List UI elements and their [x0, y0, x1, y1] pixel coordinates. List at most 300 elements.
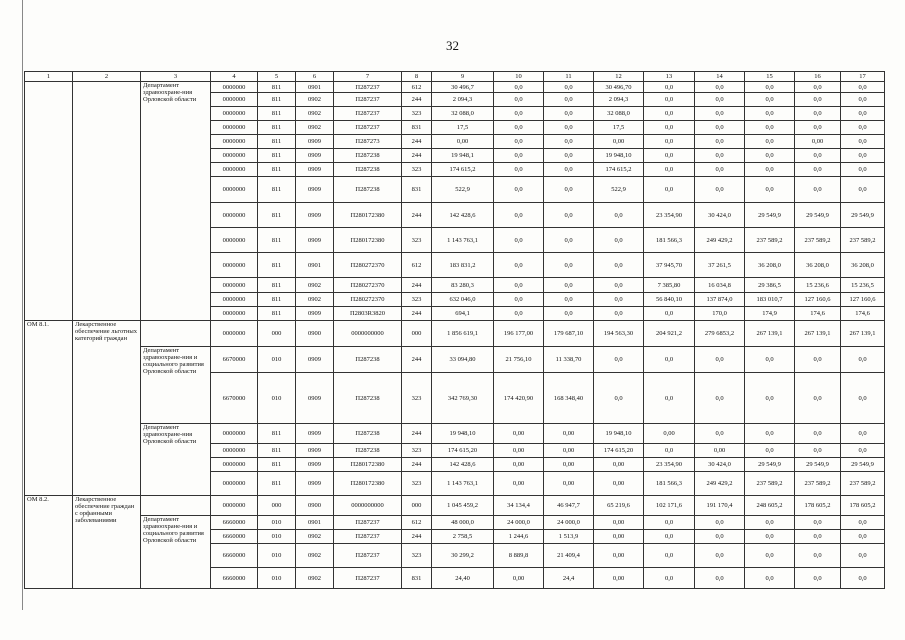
table-cell: 0,0 — [841, 544, 885, 568]
table-cell: 279 6853,2 — [695, 321, 745, 347]
table-cell: П280272370 — [334, 278, 402, 293]
table-cell: 0,0 — [644, 177, 695, 203]
table-cell: 29 386,5 — [745, 278, 795, 293]
table-cell: 0,00 — [494, 472, 544, 496]
table-cell: 0909 — [296, 163, 334, 177]
table-cell: П287237 — [334, 93, 402, 107]
table-cell: 244 — [402, 203, 432, 228]
table-cell: 0,0 — [795, 544, 841, 568]
table-cell: 612 — [402, 253, 432, 278]
measure-code — [25, 82, 73, 321]
table-cell: 0909 — [296, 307, 334, 321]
header-row — [25, 72, 885, 82]
table-cell: 181 566,3 — [644, 472, 695, 496]
table-cell: 0,0 — [841, 163, 885, 177]
table-cell: 0,0 — [695, 516, 745, 530]
table-cell: 0,0 — [795, 424, 841, 444]
table-cell: П287237 — [334, 82, 402, 93]
table-cell: 174 615,20 — [432, 444, 494, 458]
table-cell: 29 549,9 — [795, 458, 841, 472]
table-cell: 6660000 — [211, 516, 258, 530]
table-cell: 811 — [258, 149, 296, 163]
column-header: 15 — [745, 72, 795, 82]
table-cell: 2 094,3 — [594, 93, 644, 107]
table-cell: 0902 — [296, 107, 334, 121]
executor-name: Департамент здравоохране-ния Орловской области — [141, 424, 211, 496]
table-cell: 0,0 — [544, 177, 594, 203]
table-cell: 237 589,2 — [841, 472, 885, 496]
table-cell: 0,0 — [594, 228, 644, 253]
table-cell: 000 — [258, 496, 296, 516]
table-cell: 36 208,0 — [795, 253, 841, 278]
column-header: 9 — [432, 72, 494, 82]
table-cell: 0,0 — [795, 516, 841, 530]
executor-name — [141, 321, 211, 347]
column-header: 17 — [841, 72, 885, 82]
table-cell: 0,0 — [841, 82, 885, 93]
table-cell: 0909 — [296, 424, 334, 444]
table-cell: 0,0 — [594, 347, 644, 373]
table-cell: 204 921,2 — [644, 321, 695, 347]
table-cell: 0,00 — [594, 544, 644, 568]
table-cell: 0,0 — [644, 516, 695, 530]
table-cell: 15 236,6 — [795, 278, 841, 293]
budget-table — [24, 71, 885, 589]
table-cell: 0,0 — [695, 530, 745, 544]
column-header: 10 — [494, 72, 544, 82]
table-cell: 0909 — [296, 135, 334, 149]
table-cell: 0000000 — [211, 424, 258, 444]
table-cell: 1 143 763,1 — [432, 228, 494, 253]
table-cell: 249 429,2 — [695, 228, 745, 253]
table-cell: 0909 — [296, 472, 334, 496]
executor-name: Департамент здравоохране-ния и социального развития Орловской области — [141, 516, 211, 589]
table-cell: 0,0 — [494, 307, 544, 321]
table-cell: 19 948,10 — [594, 424, 644, 444]
column-header: 14 — [695, 72, 745, 82]
table-cell: 0,0 — [695, 177, 745, 203]
table-cell: П287238 — [334, 347, 402, 373]
table-cell: 16 034,8 — [695, 278, 745, 293]
table-cell: 0,0 — [494, 278, 544, 293]
column-header: 11 — [544, 72, 594, 82]
table-cell: 0,0 — [494, 253, 544, 278]
column-header: 1 — [25, 72, 73, 82]
table-cell: П280272370 — [334, 293, 402, 307]
table-cell: П280172380 — [334, 203, 402, 228]
column-header: 5 — [258, 72, 296, 82]
table-cell: 0,0 — [695, 93, 745, 107]
table-cell: 323 — [402, 444, 432, 458]
measure-name — [73, 82, 141, 321]
table-cell: 2 094,3 — [432, 93, 494, 107]
table-cell: 244 — [402, 149, 432, 163]
table-cell: 183 010,7 — [745, 293, 795, 307]
table-cell: 102 171,6 — [644, 496, 695, 516]
table-cell: 0,0 — [841, 530, 885, 544]
table-cell: 0,0 — [494, 121, 544, 135]
table-cell: 0,0 — [795, 568, 841, 589]
table-cell: 0,0 — [594, 203, 644, 228]
table-cell: 0,0 — [544, 163, 594, 177]
table-cell: 1 513,9 — [544, 530, 594, 544]
table-cell: 0,0 — [745, 373, 795, 424]
table-cell: 127 160,6 — [841, 293, 885, 307]
table-cell: 0,0 — [841, 347, 885, 373]
table-cell: П287238 — [334, 444, 402, 458]
table-cell: 174 615,2 — [432, 163, 494, 177]
table-cell: 0,0 — [644, 347, 695, 373]
column-header: 3 — [141, 72, 211, 82]
table-cell: 0909 — [296, 458, 334, 472]
table-cell: 0,0 — [544, 253, 594, 278]
table-cell: 0,0 — [695, 373, 745, 424]
table-cell: 0,0 — [695, 347, 745, 373]
table-cell: 0000000 — [211, 228, 258, 253]
table-cell: 17,5 — [594, 121, 644, 135]
table-cell: 0,0 — [745, 82, 795, 93]
table-cell: 191 170,4 — [695, 496, 745, 516]
table-cell: 0,0 — [544, 293, 594, 307]
table-cell: 29 549,9 — [745, 458, 795, 472]
table-cell: 0,0 — [745, 347, 795, 373]
table-cell: 0000000 — [211, 496, 258, 516]
table-cell: 30 424,0 — [695, 203, 745, 228]
table-cell: 0,0 — [644, 444, 695, 458]
table-cell: 0,0 — [745, 93, 795, 107]
table-cell: 0,0 — [644, 568, 695, 589]
table-cell: 0000000 — [211, 307, 258, 321]
table-cell: 0000000 — [211, 107, 258, 121]
table-cell: П280172380 — [334, 458, 402, 472]
table-cell: П287238 — [334, 149, 402, 163]
table-cell: 174 615,2 — [594, 163, 644, 177]
table-cell: 0,0 — [841, 373, 885, 424]
table-cell: 0,00 — [494, 424, 544, 444]
table-cell: 36 208,0 — [745, 253, 795, 278]
table-cell: 0,0 — [795, 149, 841, 163]
table-row — [25, 516, 885, 530]
table-cell: 0902 — [296, 544, 334, 568]
table-cell: 179 687,10 — [544, 321, 594, 347]
table-cell: 323 — [402, 228, 432, 253]
table-cell: 0000000 — [211, 121, 258, 135]
table-cell: 0,0 — [745, 530, 795, 544]
table-cell: П280172380 — [334, 228, 402, 253]
table-cell: 244 — [402, 135, 432, 149]
table-cell: 811 — [258, 228, 296, 253]
table-cell: 29 549,9 — [841, 458, 885, 472]
table-cell: 0902 — [296, 293, 334, 307]
table-cell: 34 134,4 — [494, 496, 544, 516]
table-cell: 19 948,10 — [594, 149, 644, 163]
table-cell: 170,0 — [695, 307, 745, 321]
table-cell: 0,0 — [544, 93, 594, 107]
table-cell: 37 945,70 — [644, 253, 695, 278]
table-cell: 811 — [258, 458, 296, 472]
table-cell: 0000000 — [211, 458, 258, 472]
table-cell: 0000000000 — [334, 321, 402, 347]
table-cell: 0,0 — [841, 121, 885, 135]
table-cell: 0,00 — [494, 444, 544, 458]
table-cell: 30 299,2 — [432, 544, 494, 568]
table-cell: 0909 — [296, 444, 334, 458]
page-left-edge — [22, 0, 23, 610]
table-cell: 30 424,0 — [695, 458, 745, 472]
table-cell: 19 948,1 — [432, 149, 494, 163]
table-cell: 522,9 — [432, 177, 494, 203]
table-cell: 831 — [402, 177, 432, 203]
table-cell: 0,0 — [644, 93, 695, 107]
table-cell: 811 — [258, 93, 296, 107]
table-cell: 0902 — [296, 93, 334, 107]
table-cell: 6660000 — [211, 544, 258, 568]
table-cell: 29 549,9 — [841, 203, 885, 228]
table-cell: 0,0 — [544, 121, 594, 135]
table-cell: 0901 — [296, 516, 334, 530]
table-cell: 24 000,0 — [544, 516, 594, 530]
table-cell: 010 — [258, 530, 296, 544]
table-cell: 0,0 — [494, 163, 544, 177]
table-cell: 0,0 — [544, 82, 594, 93]
table-cell: 0,0 — [745, 177, 795, 203]
measure-code: ОМ 8.2. — [25, 496, 73, 589]
table-cell: 1 244,6 — [494, 530, 544, 544]
table-cell: 0,0 — [494, 149, 544, 163]
table-cell: 632 046,0 — [432, 293, 494, 307]
table-cell: П287237 — [334, 544, 402, 568]
table-cell: 0,0 — [494, 82, 544, 93]
measure-name: Лекарственное обеспечение льготных категорий граждан — [73, 321, 141, 496]
table-cell: 0,0 — [841, 177, 885, 203]
table-cell: 248 605,2 — [745, 496, 795, 516]
table-cell: 56 840,10 — [644, 293, 695, 307]
table-cell: 0,00 — [594, 516, 644, 530]
table-cell: 0,0 — [494, 135, 544, 149]
table-cell: 0,00 — [594, 135, 644, 149]
table-cell: 237 589,2 — [745, 228, 795, 253]
table-cell: П287237 — [334, 530, 402, 544]
table-cell: 19 948,10 — [432, 424, 494, 444]
table-cell: 0,0 — [695, 135, 745, 149]
table-cell: 0902 — [296, 530, 334, 544]
column-header: 12 — [594, 72, 644, 82]
table-cell: 323 — [402, 544, 432, 568]
table-cell: 244 — [402, 458, 432, 472]
table-cell: 0,0 — [644, 135, 695, 149]
table-cell: 0901 — [296, 253, 334, 278]
table-cell: 267 139,1 — [745, 321, 795, 347]
table-cell: 0,0 — [841, 93, 885, 107]
table-cell: 0909 — [296, 203, 334, 228]
table-cell: П287237 — [334, 516, 402, 530]
executor-name — [141, 496, 211, 516]
table-cell: 000 — [402, 496, 432, 516]
table-cell: 1 143 763,1 — [432, 472, 494, 496]
table-cell: 0,0 — [695, 82, 745, 93]
table-cell: 21 756,10 — [494, 347, 544, 373]
table-cell: 244 — [402, 278, 432, 293]
table-cell: 010 — [258, 544, 296, 568]
table-cell: 46 947,7 — [544, 496, 594, 516]
table-cell: 323 — [402, 107, 432, 121]
table-cell: 0,0 — [695, 424, 745, 444]
table-cell: 0000000 — [211, 321, 258, 347]
table-cell: 237 589,2 — [795, 472, 841, 496]
table-cell: 0,0 — [795, 82, 841, 93]
table-cell: 267 139,1 — [841, 321, 885, 347]
table-cell: 0,0 — [795, 93, 841, 107]
table-cell: 1 045 459,2 — [432, 496, 494, 516]
table-cell: 323 — [402, 293, 432, 307]
table-cell: 0,00 — [594, 568, 644, 589]
table-cell: 178 605,2 — [795, 496, 841, 516]
table-cell: 23 354,90 — [644, 203, 695, 228]
table-cell: 0000000 — [211, 82, 258, 93]
table-cell: 0909 — [296, 347, 334, 373]
table-row — [25, 424, 885, 444]
table-cell: 24,4 — [544, 568, 594, 589]
executor-name: Департамент здравоохране-ния и социального развития Орловской области — [141, 347, 211, 424]
table-cell: 0,0 — [644, 373, 695, 424]
table-cell: 342 769,30 — [432, 373, 494, 424]
table-cell: 323 — [402, 373, 432, 424]
table-cell: 0,0 — [695, 149, 745, 163]
table-cell: 0000000 — [211, 135, 258, 149]
table-cell: 33 094,80 — [432, 347, 494, 373]
table-cell: 0,00 — [644, 424, 695, 444]
table-cell: 0,0 — [494, 203, 544, 228]
table-cell: 30 496,70 — [594, 82, 644, 93]
table-row — [25, 82, 885, 93]
table-cell: П287238 — [334, 163, 402, 177]
table-cell: 612 — [402, 516, 432, 530]
table-cell: 0,0 — [544, 203, 594, 228]
table-cell: 0,00 — [544, 444, 594, 458]
table-cell: 237 589,2 — [841, 228, 885, 253]
table-cell: 6670000 — [211, 347, 258, 373]
table-cell: 0,0 — [494, 293, 544, 307]
table-cell: 522,9 — [594, 177, 644, 203]
table-cell: 0,0 — [841, 516, 885, 530]
table-cell: 24,40 — [432, 568, 494, 589]
column-header: 8 — [402, 72, 432, 82]
table-cell: 11 338,70 — [544, 347, 594, 373]
table-cell: 0,0 — [594, 253, 644, 278]
column-header: 2 — [73, 72, 141, 82]
table-cell: 811 — [258, 203, 296, 228]
table-cell: 0,0 — [544, 107, 594, 121]
table-cell: 0901 — [296, 82, 334, 93]
table-cell: 0000000 — [211, 253, 258, 278]
table-cell: 0,0 — [795, 163, 841, 177]
table-cell: 811 — [258, 444, 296, 458]
column-header: 7 — [334, 72, 402, 82]
table-cell: 0902 — [296, 121, 334, 135]
table-cell: 7 385,80 — [644, 278, 695, 293]
table-cell: 0902 — [296, 278, 334, 293]
table-cell: 0,0 — [745, 568, 795, 589]
executor-name: Департамент здравоохране-ния Орловской области — [141, 82, 211, 321]
table-cell: 0909 — [296, 177, 334, 203]
table-cell: 142 428,6 — [432, 458, 494, 472]
table-cell: 0,0 — [594, 307, 644, 321]
table-cell: П280272370 — [334, 253, 402, 278]
table-cell: 0,0 — [644, 107, 695, 121]
table-cell: 0000000 — [211, 203, 258, 228]
table-cell: 0,0 — [745, 444, 795, 458]
table-cell: 237 589,2 — [745, 472, 795, 496]
table-row — [25, 496, 885, 516]
table-cell: 0,0 — [841, 107, 885, 121]
table-cell: 0,0 — [544, 135, 594, 149]
table-cell: 0000000 — [211, 93, 258, 107]
table-cell: 0,0 — [594, 278, 644, 293]
table-cell: 244 — [402, 347, 432, 373]
table-cell: 811 — [258, 163, 296, 177]
table-cell: 010 — [258, 516, 296, 530]
table-cell: 811 — [258, 121, 296, 135]
table-cell: 811 — [258, 253, 296, 278]
table-row — [25, 347, 885, 373]
table-cell: 0,0 — [745, 107, 795, 121]
table-cell: 137 874,0 — [695, 293, 745, 307]
table-cell: 168 348,40 — [544, 373, 594, 424]
table-cell: 183 831,2 — [432, 253, 494, 278]
table-cell: П287237 — [334, 568, 402, 589]
table-cell: 65 219,6 — [594, 496, 644, 516]
table-cell: 0,0 — [644, 82, 695, 93]
table-cell: 0000000 — [211, 278, 258, 293]
table-cell: 323 — [402, 472, 432, 496]
table-cell: 83 280,3 — [432, 278, 494, 293]
table-cell: 0000000 — [211, 444, 258, 458]
table-cell: 0900 — [296, 496, 334, 516]
table-cell: 0,0 — [594, 293, 644, 307]
table-cell: 0,00 — [544, 472, 594, 496]
table-cell: 323 — [402, 163, 432, 177]
column-header: 4 — [211, 72, 258, 82]
table-cell: 244 — [402, 93, 432, 107]
table-cell: 0,0 — [795, 121, 841, 135]
table-cell: 612 — [402, 82, 432, 93]
table-cell: П287237 — [334, 121, 402, 135]
table-cell: 0000000 — [211, 163, 258, 177]
table-cell: 0,00 — [594, 530, 644, 544]
table-cell: 267 139,1 — [795, 321, 841, 347]
table-cell: П287238 — [334, 373, 402, 424]
table-cell: 0,0 — [795, 373, 841, 424]
table-cell: 0,0 — [494, 228, 544, 253]
table-cell: 6670000 — [211, 373, 258, 424]
table-cell: 0,0 — [494, 93, 544, 107]
table-cell: 0909 — [296, 149, 334, 163]
table-cell: 811 — [258, 177, 296, 203]
table-cell: 0900 — [296, 321, 334, 347]
table-cell: 0,00 — [544, 424, 594, 444]
table-cell: 0,0 — [644, 121, 695, 135]
measure-name: Лекарственное обеспечение граждан с орфанными заболеваниями — [73, 496, 141, 589]
table-cell: 0,0 — [745, 163, 795, 177]
table-cell: 30 496,7 — [432, 82, 494, 93]
table-cell: 831 — [402, 121, 432, 135]
table-cell: 0,0 — [544, 228, 594, 253]
table-cell: 0,0 — [494, 177, 544, 203]
table-cell: 196 177,00 — [494, 321, 544, 347]
table-cell: 0,0 — [841, 444, 885, 458]
table-cell: 811 — [258, 424, 296, 444]
table-cell: 142 428,6 — [432, 203, 494, 228]
